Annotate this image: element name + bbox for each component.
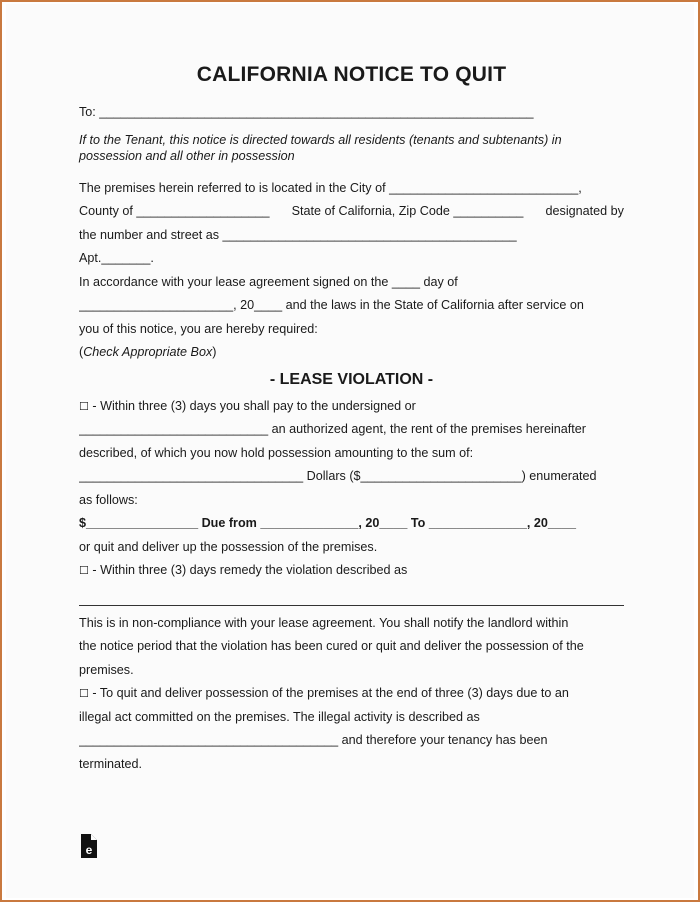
checkbox-pay-rent[interactable]: ☐: [79, 399, 89, 413]
premises-line-1: The premises herein referred to is located in the City of ___________________________,: [79, 180, 582, 195]
check-instruction-text: Check Appropriate Box: [83, 345, 213, 359]
option3-line-3: _____________________________________ and therefore your tenancy has been: [79, 733, 548, 747]
document-title: CALIFORNIA NOTICE TO QUIT: [196, 63, 507, 86]
option1-line-3: described, of which you now hold possession amounting to the sum of:: [79, 445, 474, 460]
option2-line-1: [79, 559, 624, 583]
option1-due-line: $________________ Due from ______________, 20____ To ______________, 20____: [79, 516, 576, 530]
premises-line-4: Apt._______.: [79, 251, 154, 265]
option1-line-5: as follows:: [79, 492, 138, 507]
option1-line-7: or quit and deliver up the possession of the premises.: [79, 539, 378, 554]
option1-text: - Within three (3) days you shall pay to the undersigned or: [88, 398, 416, 413]
check-box-instruction: [79, 341, 624, 365]
option-quit-illegal-act: [79, 682, 624, 776]
option3-line-2: illegal act committed on the premises. The illegal activity is described as: [79, 709, 480, 724]
option3-text: - To quit and deliver possession of the premises at the end of three (3) days due to an: [88, 686, 569, 700]
lease-line-2: ______________________, 20____ and the laws in the State of California after service on: [79, 298, 584, 312]
lease-line-3: you of this notice, you are hereby required:: [79, 321, 318, 336]
option1-line-2: ___________________________ an authorized agent, the rent of the premises hereinafter: [79, 422, 586, 436]
option2-line-4: premises.: [79, 662, 134, 677]
designated-text: designated by: [545, 204, 624, 218]
zip-field: State of California, Zip Code __________: [291, 204, 524, 218]
premises-line-3: the number and street as __________________________________________: [79, 227, 517, 242]
paren-close: ): [212, 345, 217, 359]
county-field: County of ___________________: [79, 204, 270, 218]
premises-paragraph: [79, 177, 624, 271]
paren-open: (: [79, 345, 84, 359]
option2-line-3: the notice period that the violation has been cured or quit and deliver the possession of the: [79, 639, 584, 653]
option-remedy-violation: [79, 559, 624, 682]
premises-line-2: [79, 200, 624, 224]
option3-line-4: terminated.: [79, 756, 142, 771]
option-pay-rent: [79, 395, 624, 560]
section-heading: - LEASE VIOLATION -: [269, 370, 434, 388]
option2-text: - Within three (3) days remedy the violation described as: [88, 563, 408, 577]
checkbox-quit-illegal-act[interactable]: ☐: [79, 687, 89, 700]
option1-line-1: [79, 395, 624, 419]
option1-line-4: ________________________________ Dollars ($_______________________) enumerated: [79, 469, 597, 483]
violation-description-blank: [79, 595, 624, 606]
checkbox-remedy-violation[interactable]: ☐: [79, 564, 89, 577]
to-line: To: ______________________________________________________________: [79, 105, 534, 119]
document-logo-icon: [80, 833, 98, 859]
option3-line-1: [79, 682, 624, 706]
option2-line-2: This is in non-compliance with your lease agreement. You shall notify the landlord within: [79, 615, 569, 630]
logo-letter: e: [85, 843, 93, 857]
lease-paragraph: [79, 271, 624, 365]
notice-document: [79, 58, 624, 776]
tenant-note: If to the Tenant, this notice is directed towards all residents (tenants and subtenants) in possession and all other in possession: [79, 132, 562, 163]
lease-line-1: In accordance with your lease agreement signed on the ____ day of: [79, 274, 458, 289]
